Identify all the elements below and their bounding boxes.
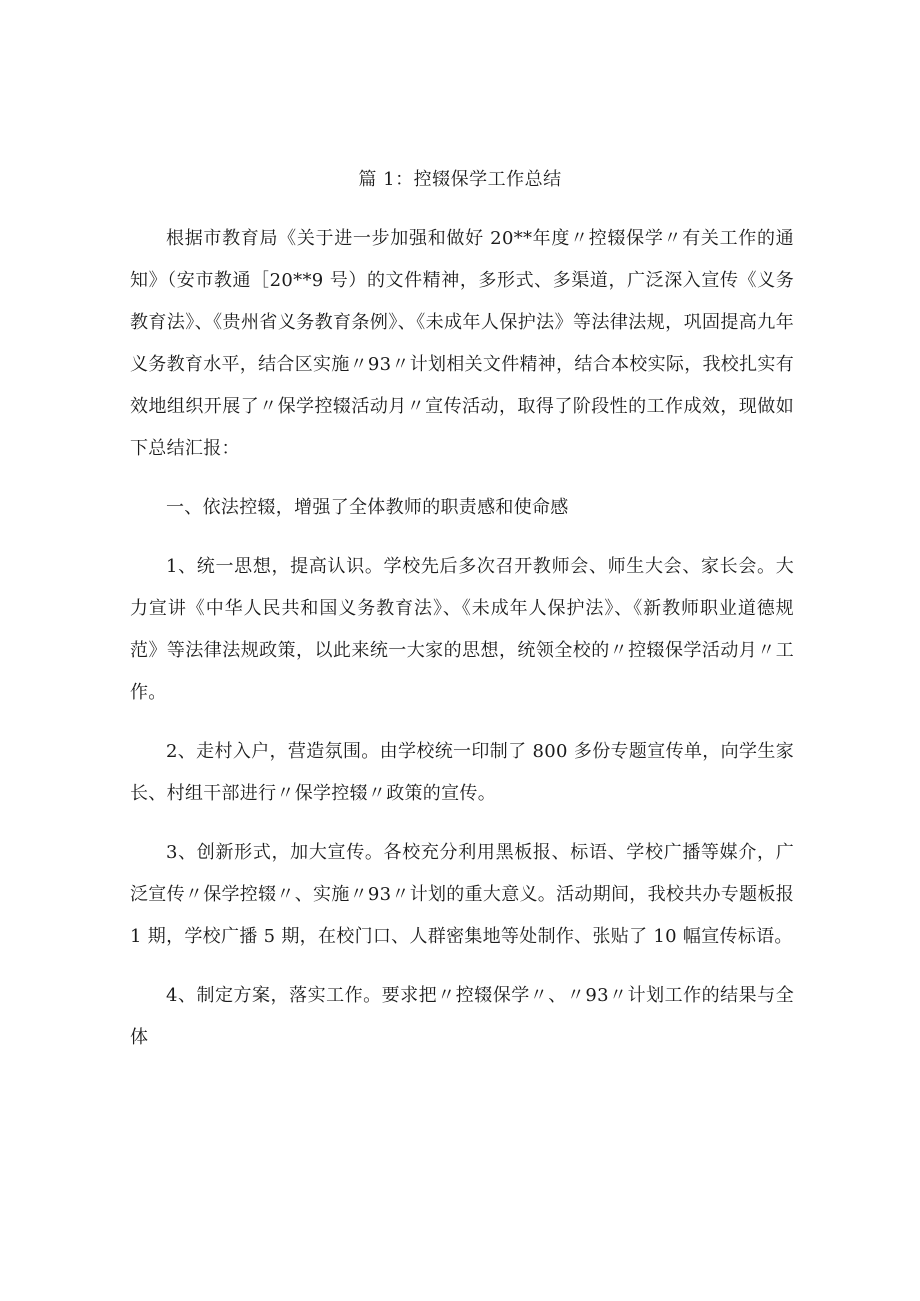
document-title: 篇 1：控辍保学工作总结 — [358, 169, 562, 190]
paragraph-item-4: 4、制定方案，落实工作。要求把〃控辍保学〃、〃93〃计划工作的结果与全体 — [130, 985, 794, 1048]
paragraph-item-1: 1、统一思想，提高认识。学校先后多次召开教师会、师生大会、家长会。大力宣讲《中华人民共和国义务教育法》、《未成年人保护法》、《新教师职业道德规范》等法律法规政策，以此来统一大家的思想，统领全校的〃控辍保学活动月〃工作。 — [130, 556, 794, 703]
section-heading-1: 一、依法控辍，增强了全体教师的职责感和使命感 — [166, 497, 569, 518]
paragraph-item-2: 2、走村入户，营造氛围。由学校统一印制了 800 多份专题宣传单，向学生家长、村组干部进行〃保学控辍〃政策的宣传。 — [130, 741, 794, 804]
document-body — [130, 218, 794, 1076]
intro-paragraph: 根据市教育局《关于进一步加强和做好 20**年度〃控辍保学〃有关工作的通知》（安市教通［20**9 号）的文件精神，多形式、多渠道，广泛深入宣传《义务教育法》、《贵州省义务教育条例》、《未成年人保护法》等法律法规，巩固提高九年义务教育水平，结合区实施〃93〃计划相关文件精神，结合本校实际，我校扎实有效地组织开展了〃保学控辍活动月〃宣传活动，取得了阶段性的工作成效，现做如下总结汇报： — [130, 228, 795, 459]
paragraph-item-3: 3、创新形式，加大宣传。各校充分利用黑板报、标语、学校广播等媒介，广泛宣传〃保学控辍〃、实施〃93〃计划的重大意义。活动期间，我校共办专题板报 1 期，学校广播 5 期，在校门口、人群密集地等处制作、张贴了 10 幅宣传标语。 — [130, 842, 795, 947]
